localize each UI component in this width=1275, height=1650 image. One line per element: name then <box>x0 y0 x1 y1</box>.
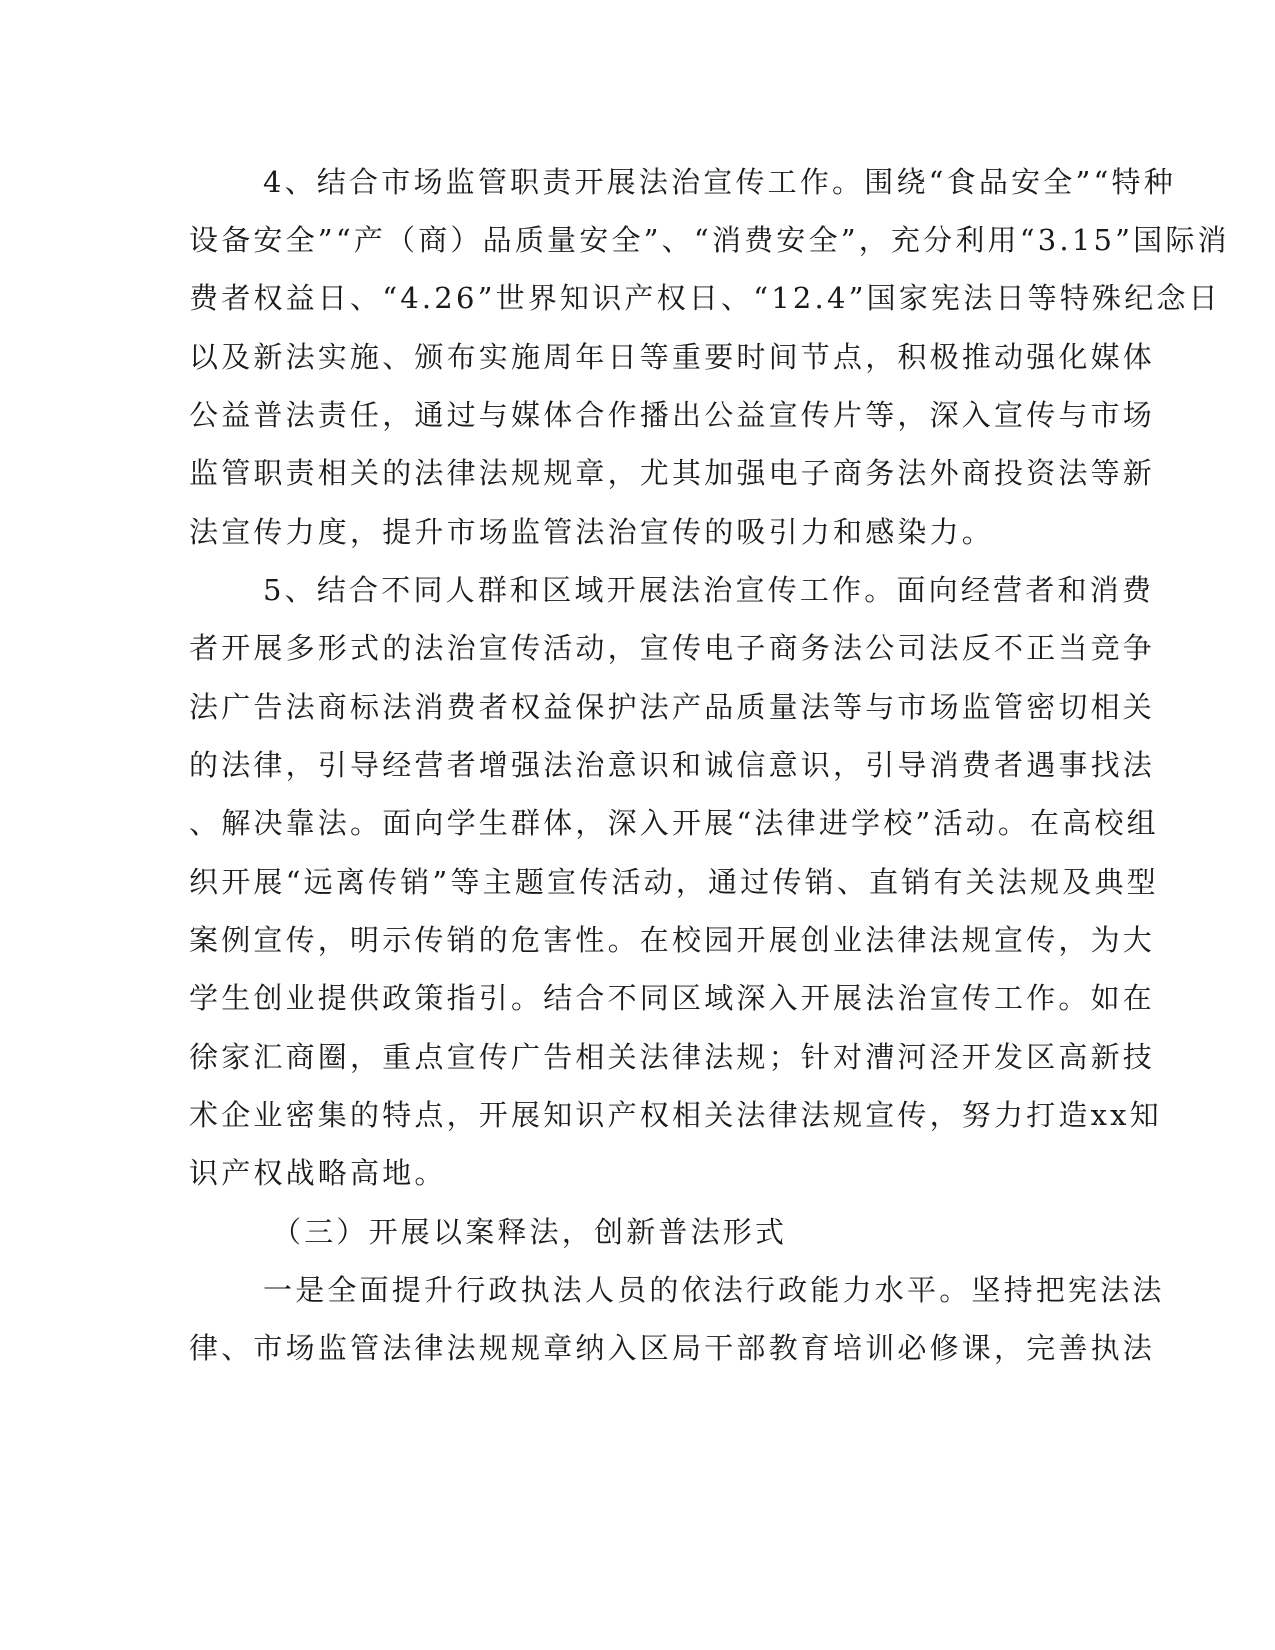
paragraph-5-line-9: 徐家汇商圈，重点宣传广告相关法律法规；针对漕河泾开发区高新技 <box>189 1040 1156 1074</box>
paragraph-5-line-8: 学生创业提供政策指引。结合不同区域深入开展法治宣传工作。如在 <box>189 981 1156 1015</box>
paragraph-5-line-3: 法广告法商标法消费者权益保护法产品质量法等与市场监管密切相关 <box>189 690 1156 724</box>
paragraph-5-line-2: 者开展多形式的法治宣传活动，宣传电子商务法公司法反不正当竞争 <box>189 631 1156 665</box>
paragraph-4-line-4: 以及新法实施、颁布实施周年日等重要时间节点，积极推动强化媒体 <box>189 340 1156 374</box>
paragraph-5-line-5: 、解决靠法。面向学生群体，深入开展“法律进学校”活动。在高校组 <box>189 806 1159 840</box>
paragraph-5-line-6: 织开展“远离传销”等主题宣传活动，通过传销、直销有关法规及典型 <box>189 865 1159 899</box>
paragraph-5-line-11: 识产权战略高地。 <box>189 1156 447 1190</box>
section-heading-3: （三）开展以案释法，创新普法形式 <box>272 1215 788 1249</box>
paragraph-4-line-6: 监管职责相关的法律法规规章，尤其加强电子商务法外商投资法等新 <box>189 456 1156 490</box>
paragraph-5-line-4: 的法律，引导经营者增强法治意识和诚信意识，引导消费者遇事找法 <box>189 748 1156 782</box>
paragraph-4-line-1: 4、结合市场监管职责开展法治宣传工作。围绕“食品安全”“特种 <box>263 165 1176 199</box>
paragraph-4-line-5: 公益普法责任，通过与媒体合作播出公益宣传片等，深入宣传与市场 <box>189 398 1156 432</box>
paragraph-5-line-1: 5、结合不同人群和区域开展法治宣传工作。面向经营者和消费 <box>263 573 1155 607</box>
paragraph-5-line-7: 案例宣传，明示传销的危害性。在校园开展创业法律法规宣传，为大 <box>189 923 1156 957</box>
paragraph-5-line-10: 术企业密集的特点，开展知识产权相关法律法规宣传，努力打造xx知 <box>189 1098 1162 1132</box>
paragraph-4-line-7: 法宣传力度，提升市场监管法治宣传的吸引力和感染力。 <box>189 515 995 549</box>
paragraph-first-line-1: 一是全面提升行政执法人员的依法行政能力水平。坚持把宪法法 <box>263 1273 1165 1307</box>
paragraph-first-line-2: 律、市场监管法律法规规章纳入区局干部教育培训必修课，完善执法 <box>189 1331 1156 1365</box>
paragraph-4-line-3: 费者权益日、“4.26”世界知识产权日、“12.4”国家宪法日等特殊纪念日 <box>189 281 1221 315</box>
paragraph-4-line-2: 设备安全”“产（商）品质量安全”、“消费安全”，充分利用“3.15”国际消 <box>189 223 1230 257</box>
